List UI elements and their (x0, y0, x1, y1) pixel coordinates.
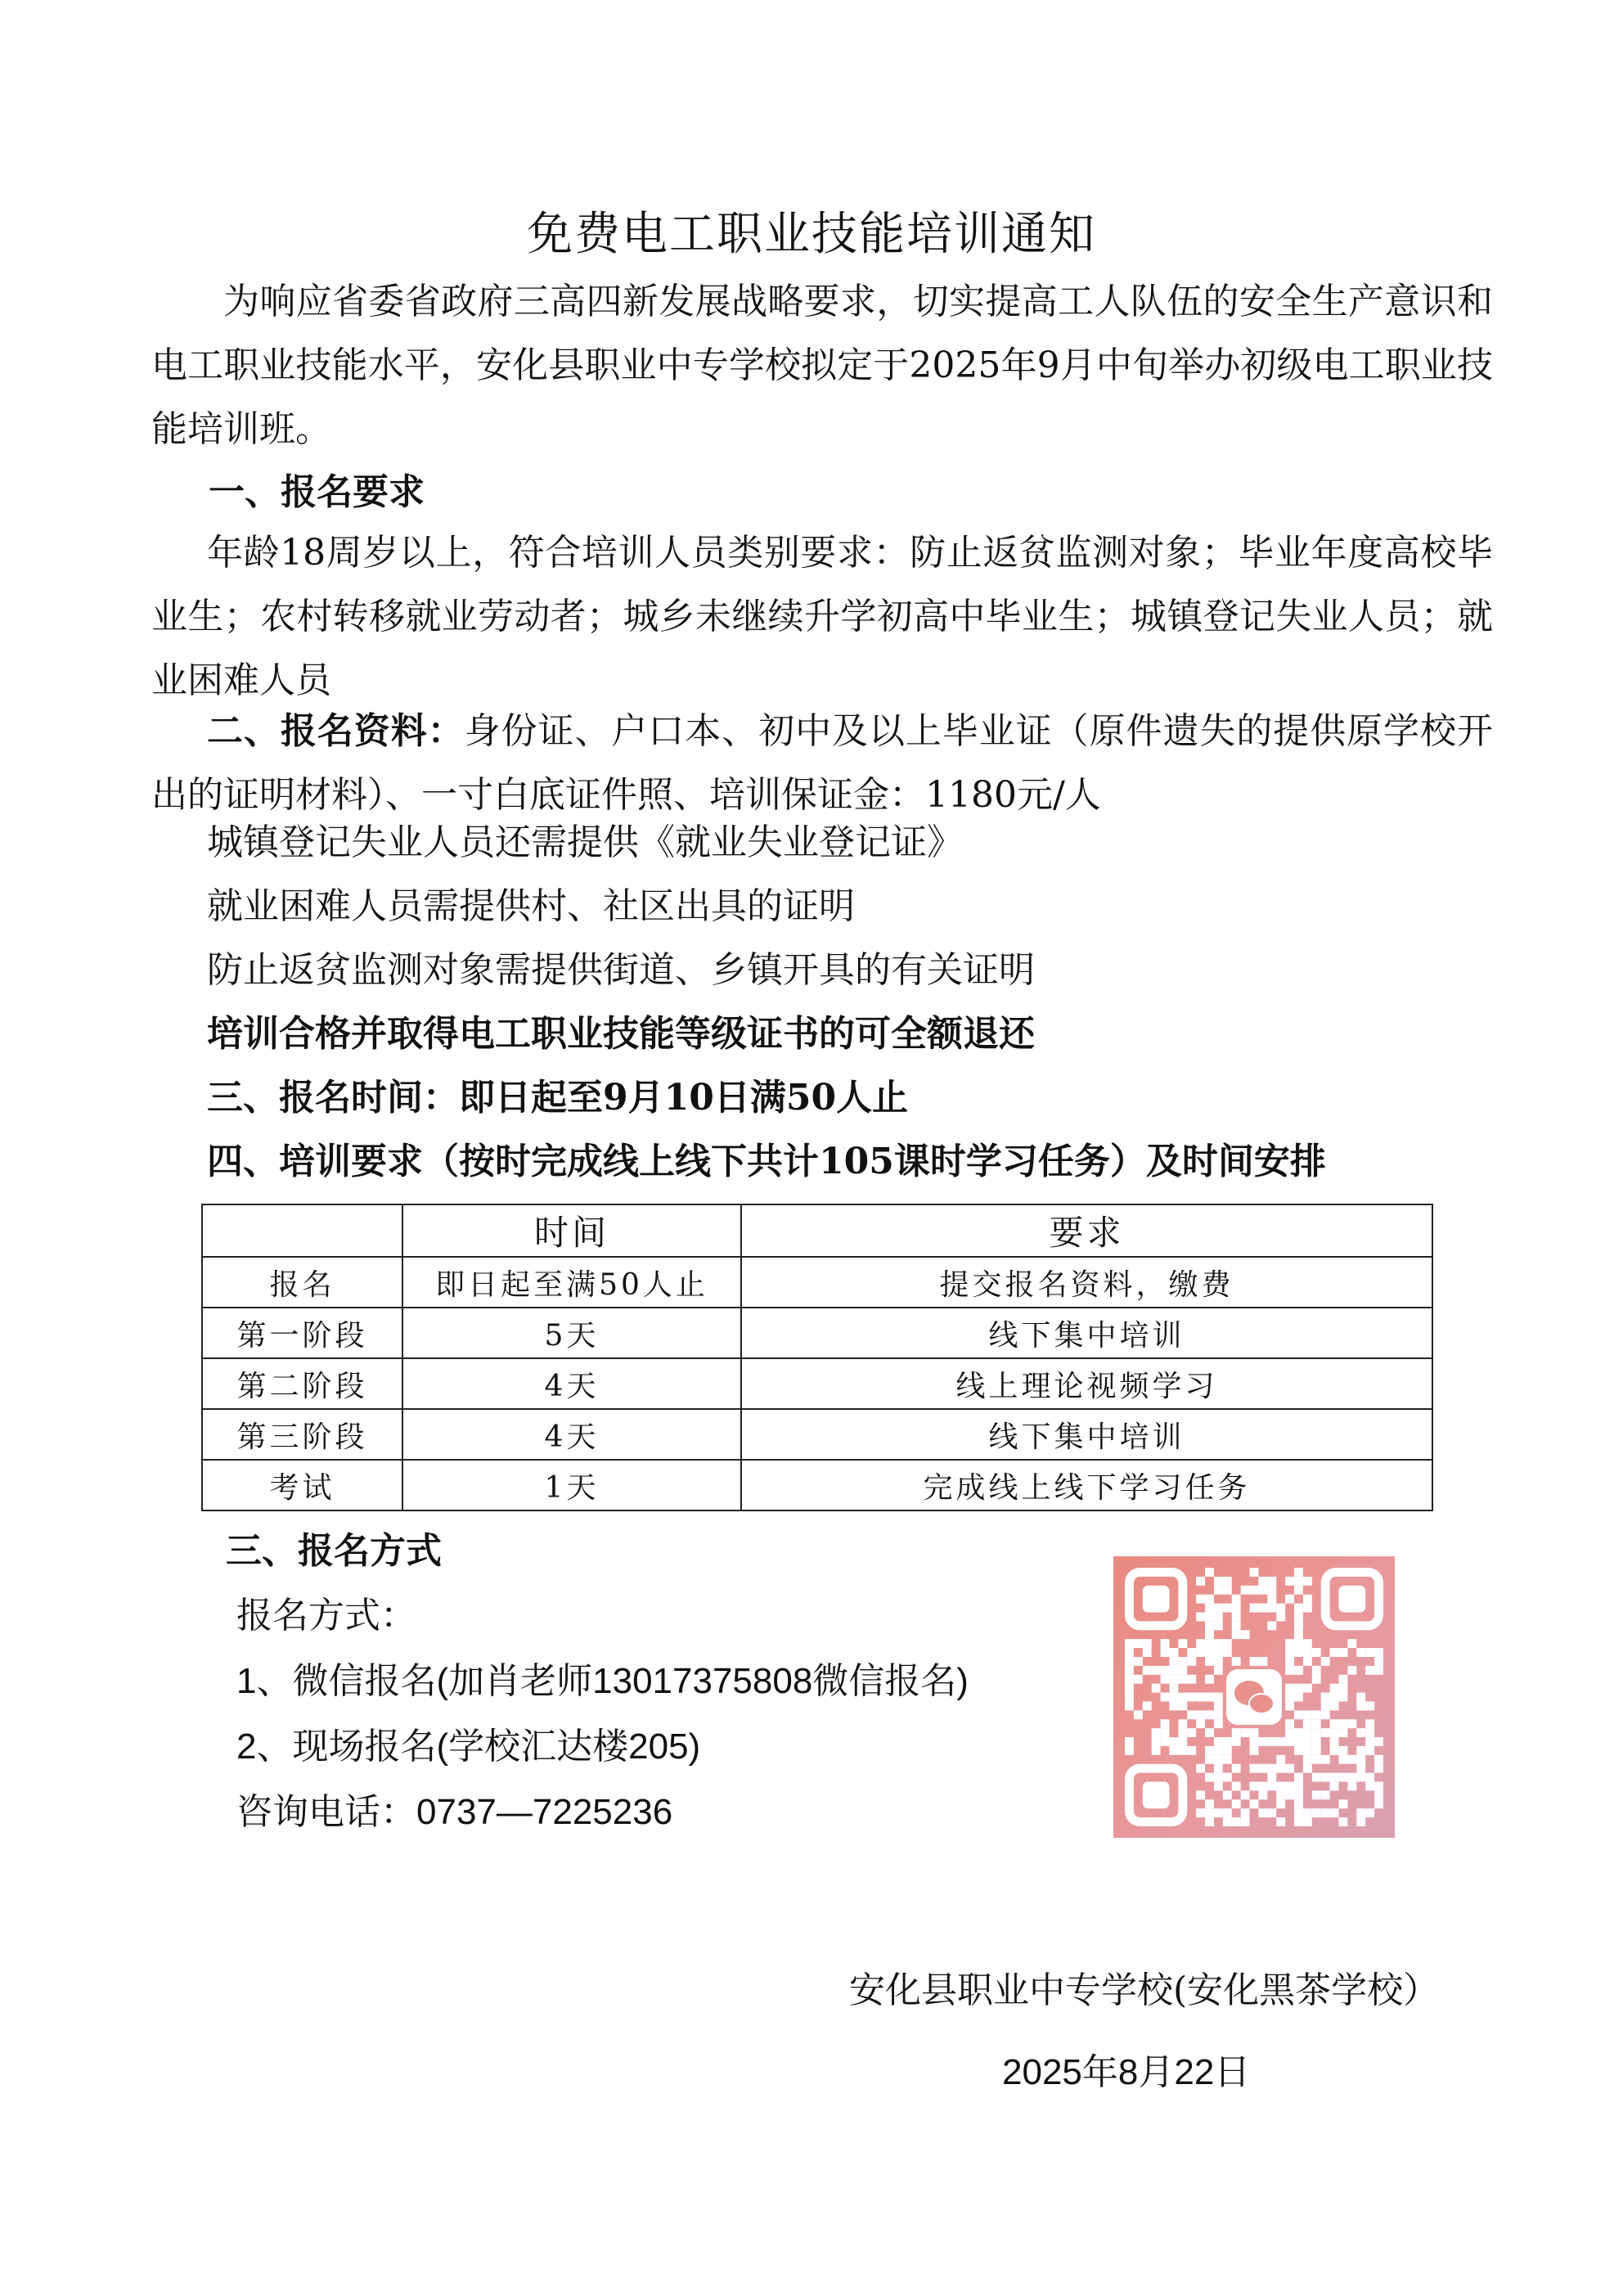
table-cell: 即日起至满50人止 (402, 1257, 741, 1308)
section-heading-signup: 三、报名方式 (226, 1530, 442, 1572)
table-row (202, 1257, 1432, 1308)
table-cell: 第一阶段 (202, 1308, 402, 1358)
table-header-cell (202, 1204, 402, 1257)
materials-note-poverty: 防止返贫监测对象需提供街道、乡镇开具的有关证明 (207, 949, 1035, 991)
training-requirements: 四、培训要求（按时完成线上线下共计105课时学习任务）及时间安排 (207, 1141, 1326, 1182)
table-cell: 第二阶段 (202, 1358, 402, 1409)
table-header-cell: 要求 (741, 1204, 1432, 1257)
consult-phone: 咨询电话：0737—7225236 (236, 1792, 673, 1832)
section-heading-materials: 二、报名资料： (207, 710, 465, 752)
table-cell: 4天 (402, 1409, 741, 1460)
materials-paragraph (151, 700, 1493, 827)
wechat-qr-code-icon[interactable] (1113, 1556, 1395, 1838)
table-cell: 第三阶段 (202, 1409, 402, 1460)
table-cell: 报名 (202, 1257, 402, 1308)
intro-paragraph: 为响应省委省政府三高四新发展战略要求，切实提高工人队伍的安全生产意识和电工职业技能水平，安化县职业中专学校拟定于2025年9月中旬举办初级电工职业技能培训班。 (151, 281, 1493, 450)
table-cell: 1天 (402, 1460, 741, 1510)
table-cell: 线下集中培训 (741, 1308, 1432, 1358)
table-row (202, 1460, 1432, 1510)
materials-text: 身份证、户口本、初中及以上毕业证（原件遗失的提供原学校开出的证明材料）、一寸白底证件照、培训保证金：1180元/人 (151, 710, 1494, 816)
signature-date: 2025年8月22日 (1002, 2052, 1251, 2092)
table-header-cell: 时间 (402, 1204, 741, 1257)
table-cell: 线下集中培训 (741, 1409, 1432, 1460)
table-row (202, 1409, 1432, 1460)
qr-pattern (1125, 1568, 1383, 1826)
section-heading-requirements: 一、报名要求 (209, 471, 425, 513)
signup-method-wechat: 1、微信报名(加肖老师13017375808微信报名) (236, 1661, 969, 1701)
refund-note: 培训合格并取得电工职业技能等级证书的可全额退还 (207, 1013, 1035, 1055)
table-cell: 提交报名资料，缴费 (741, 1257, 1432, 1308)
signup-label: 报名方式： (236, 1595, 416, 1636)
materials-note-hardship: 就业困难人员需提供村、社区出具的证明 (207, 885, 855, 927)
materials-note-unemployed: 城镇登记失业人员还需提供《就业失业登记证》 (207, 822, 963, 863)
table-cell: 5天 (402, 1308, 741, 1358)
signature-org: 安化县职业中专学校(安化黑茶学校） (849, 1970, 1440, 2011)
table-header-row (202, 1204, 1432, 1257)
table-row (202, 1308, 1432, 1358)
table-cell: 线上理论视频学习 (741, 1358, 1432, 1409)
requirements-text: 年龄18周岁以上，符合培训人员类别要求：防止返贫监测对象；毕业年度高校毕业生；农村转移就业劳动者；城乡未继续升学初高中毕业生；城镇登记失业人员；就业困难人员 (151, 532, 1493, 701)
page-title: 免费电工职业技能培训通知 (527, 208, 1096, 261)
table-cell: 考试 (202, 1460, 402, 1510)
table-row (202, 1358, 1432, 1409)
signup-time: 三、报名时间：即日起至9月10日满50人止 (207, 1077, 909, 1119)
table-cell: 4天 (402, 1358, 741, 1409)
table-cell: 完成线上线下学习任务 (741, 1460, 1432, 1510)
signup-method-onsite: 2、现场报名(学校汇达楼205) (236, 1727, 701, 1767)
schedule-table (201, 1204, 1433, 1511)
